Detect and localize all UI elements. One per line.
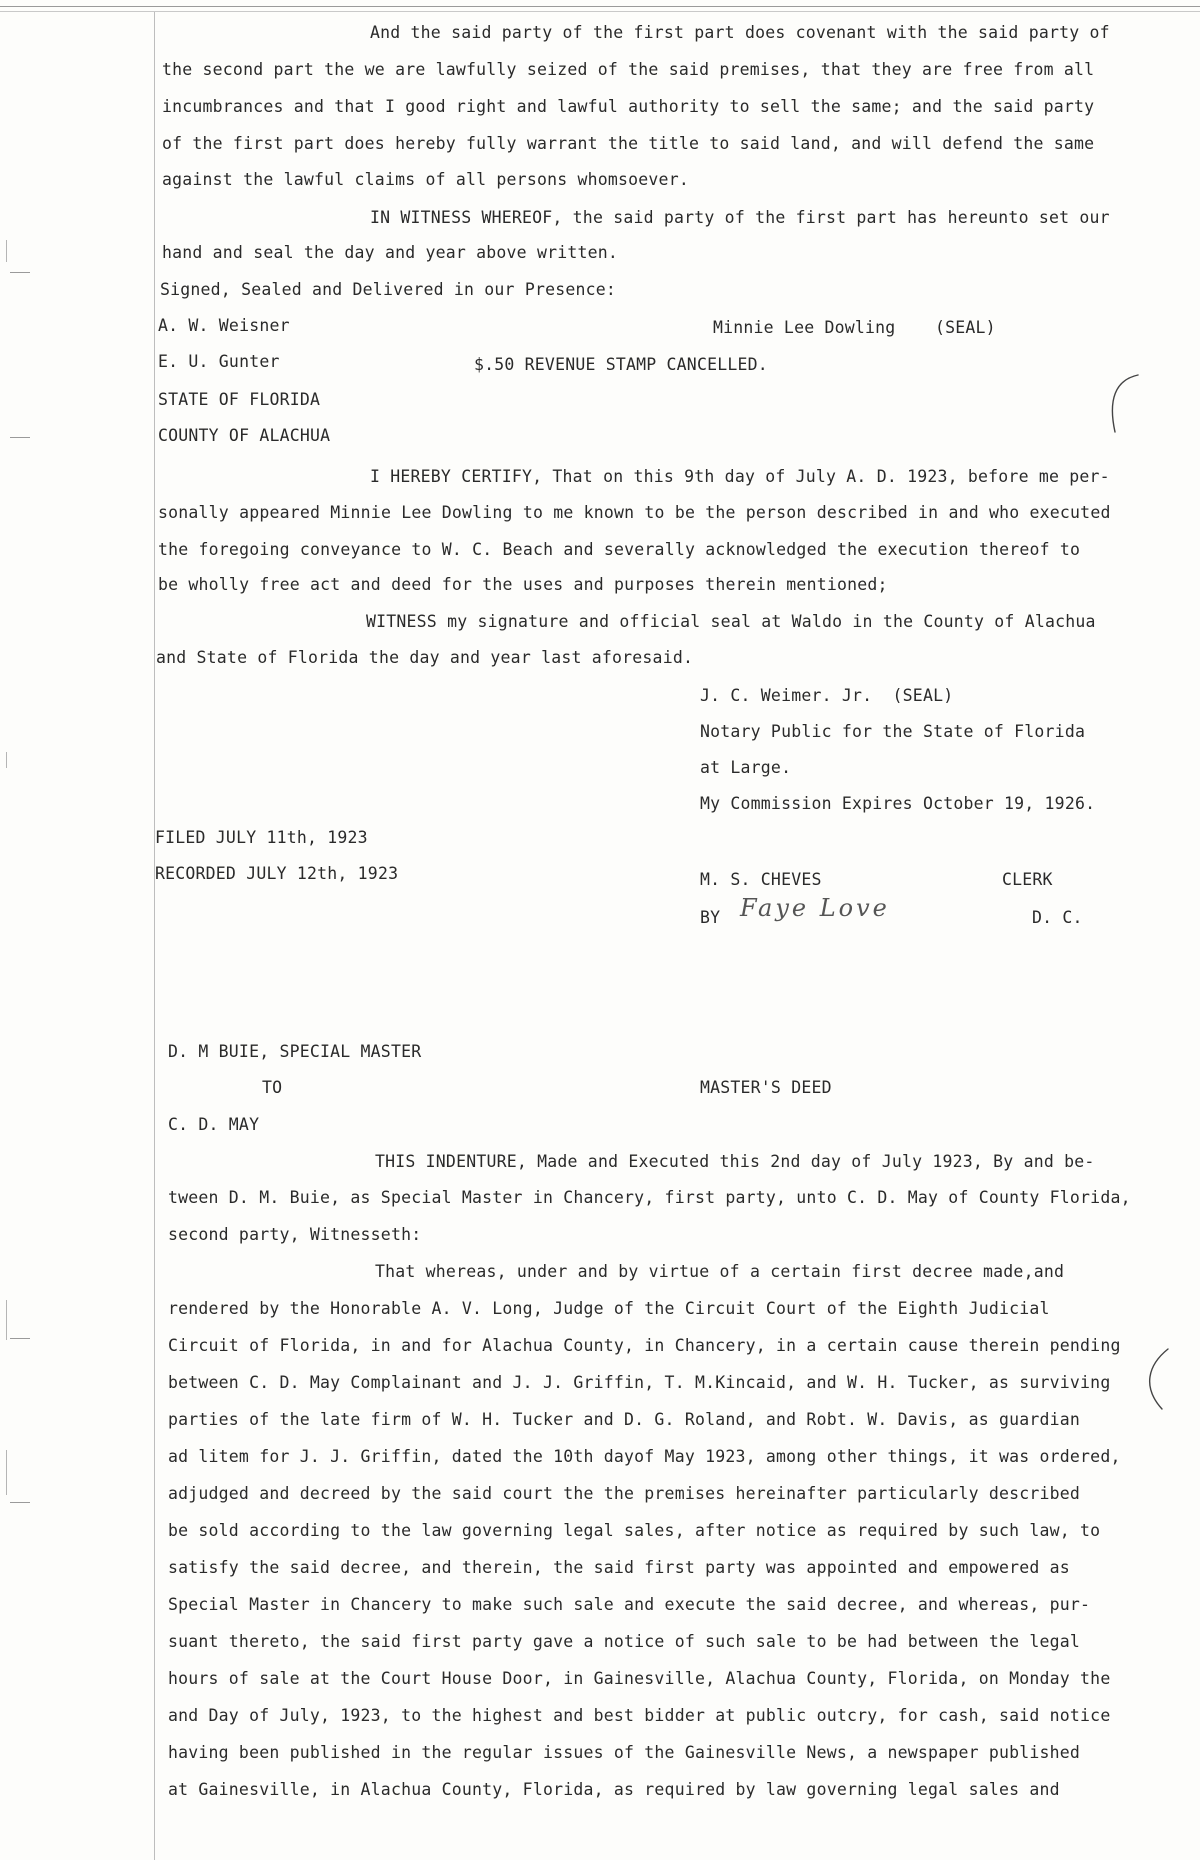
by-label: BY: [700, 908, 721, 927]
witness-name: E. U. Gunter: [158, 352, 280, 371]
whereas-line: That whereas, under and by virtue of a certain first decree made,and: [375, 1262, 1065, 1281]
whereas-line: Circuit of Florida, in and for Alachua County, in Chancery, in a certain cause therein pending: [168, 1336, 1121, 1355]
whereas-line: parties of the late firm of W. H. Tucker and D. G. Roland, and Robt. W. Davis, as guardian: [168, 1410, 1081, 1429]
whereas-line: be sold according to the law governing legal sales, after notice as required by such law, to: [168, 1521, 1101, 1540]
whereas-line: ad litem for J. J. Griffin, dated the 10th dayof May 1923, among other things, it was ordered,: [168, 1447, 1121, 1466]
covenant-line: incumbrances and that I good right and lawful authority to sell the same; and the said party: [162, 97, 1095, 116]
whereas-line: adjudged and decreed by the said court the the premises hereinafter particularly described: [168, 1484, 1081, 1503]
whereas-line: Special Master in Chancery to make such sale and execute the said decree, and whereas, pur-: [168, 1595, 1091, 1614]
whereas-line: satisfy the said decree, and therein, the said first party was appointed and empowered as: [168, 1558, 1070, 1577]
witness-clause-line: IN WITNESS WHEREOF, the said party of the first part has hereunto set our: [370, 208, 1110, 227]
deputy-clerk-label: D. C.: [1032, 908, 1083, 927]
covenant-line: And the said party of the first part does covenant with the said party of: [370, 23, 1110, 42]
clerk-title: CLERK: [1002, 870, 1053, 889]
indenture-line: tween D. M. Buie, as Special Master in Chancery, first party, unto C. D. May of County Florida,: [168, 1188, 1131, 1207]
deputy-signature: Faye Love: [740, 894, 890, 922]
deed-title: MASTER'S DEED: [700, 1078, 832, 1097]
notary-at-large: at Large.: [700, 758, 792, 777]
state-heading: STATE OF FLORIDA: [158, 390, 321, 409]
revenue-stamp-note: $.50 REVENUE STAMP CANCELLED.: [474, 355, 768, 374]
whereas-line: hours of sale at the Court House Door, in Gainesville, Alachua County, Florida, on Monday the: [168, 1669, 1111, 1688]
acknowledgment-line: the foregoing conveyance to W. C. Beach and severally acknowledged the execution thereof to: [158, 540, 1081, 559]
grantor-signature: Minnie Lee Dowling: [713, 318, 896, 337]
clerk-name: M. S. CHEVES: [700, 870, 822, 889]
notary-witness-line: and State of Florida the day and year last aforesaid.: [156, 648, 694, 667]
deed-to-label: TO: [262, 1078, 283, 1097]
whereas-line: suant thereto, the said first party gave a notice of such sale to be had between the legal: [168, 1632, 1081, 1651]
grantor-seal: (SEAL): [935, 318, 996, 337]
whereas-line: between C. D. May Complainant and J. J. Griffin, T. M.Kincaid, and W. H. Tucker, as surviving: [168, 1373, 1111, 1392]
acknowledgment-line: sonally appeared Minnie Lee Dowling to me known to be the person described in and who executed: [158, 503, 1111, 522]
notary-name: J. C. Weimer. Jr. (SEAL): [700, 686, 954, 705]
notary-witness-line: WITNESS my signature and official seal at Waldo in the County of Alachua: [366, 612, 1096, 631]
covenant-line: the second part the we are lawfully seized of the said premises, that they are free from all: [162, 60, 1095, 79]
whereas-line: at Gainesville, in Alachua County, Florida, as required by law governing legal sales and: [168, 1780, 1060, 1799]
acknowledgment-line: be wholly free act and deed for the uses and purposes therein mentioned;: [158, 575, 888, 594]
witness-name: A. W. Weisner: [158, 316, 290, 335]
covenant-line: against the lawful claims of all persons whomsoever.: [162, 170, 689, 189]
whereas-line: having been published in the regular issues of the Gainesville News, a newspaper published: [168, 1743, 1081, 1762]
indenture-line: THIS INDENTURE, Made and Executed this 2nd day of July 1923, By and be-: [375, 1152, 1095, 1171]
notary-title: Notary Public for the State of Florida: [700, 722, 1086, 741]
witness-clause-line: hand and seal the day and year above written.: [162, 243, 619, 262]
whereas-line: rendered by the Honorable A. V. Long, Judge of the Circuit Court of the Eighth Judicial: [168, 1299, 1050, 1318]
bracket-mark-icon: [1060, 370, 1140, 440]
recorded-date: RECORDED JULY 12th, 1923: [155, 864, 399, 883]
covenant-line: of the first part does hereby fully warrant the title to said land, and will defend the same: [162, 134, 1095, 153]
indenture-line: second party, Witnesseth:: [168, 1225, 422, 1244]
commission-expires: My Commission Expires October 19, 1926.: [700, 794, 1096, 813]
whereas-line: and Day of July, 1923, to the highest and best bidder at public outcry, for cash, said notice: [168, 1706, 1111, 1725]
acknowledgment-line: I HEREBY CERTIFY, That on this 9th day of July A. D. 1923, before me per-: [370, 467, 1110, 486]
deed-grantor-heading: D. M BUIE, SPECIAL MASTER: [168, 1042, 422, 1061]
county-heading: COUNTY OF ALACHUA: [158, 426, 331, 445]
bracket-mark-icon: [1128, 1345, 1178, 1415]
signed-sealed-line: Signed, Sealed and Delivered in our Presence:: [160, 280, 617, 299]
deed-grantee-heading: C. D. MAY: [168, 1115, 260, 1134]
filed-date: FILED JULY 11th, 1923: [155, 828, 368, 847]
